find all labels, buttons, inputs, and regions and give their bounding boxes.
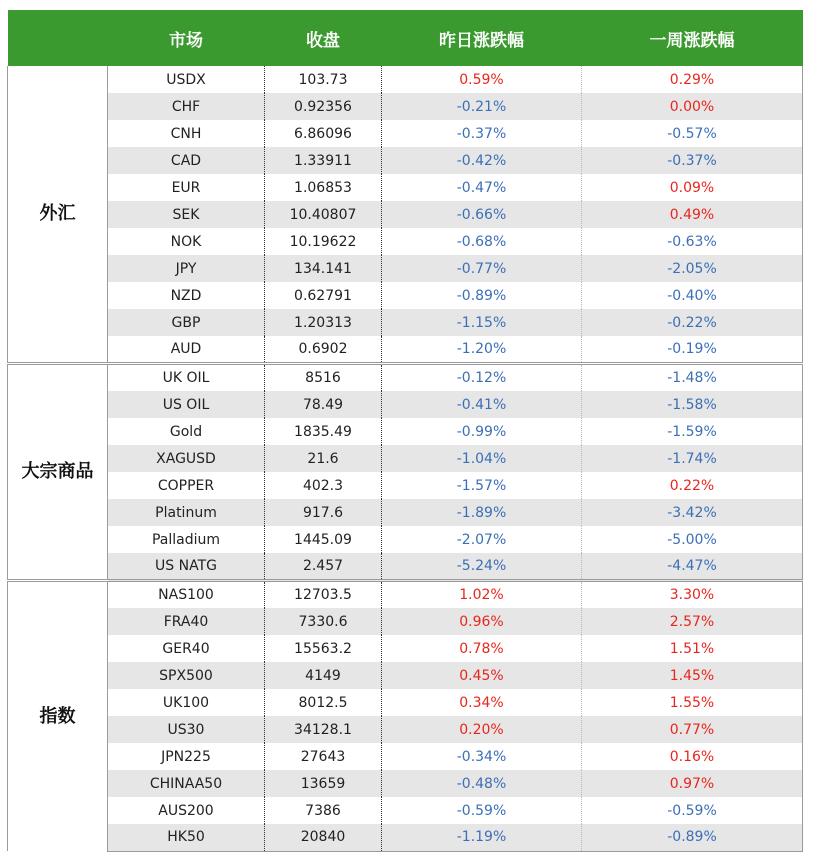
week-change-cell: -0.63% — [582, 228, 803, 255]
close-cell: 21.6 — [265, 445, 382, 472]
week-change-cell: -0.57% — [582, 120, 803, 147]
symbol-cell: COPPER — [108, 472, 265, 499]
table-row — [8, 824, 803, 851]
close-cell: 78.49 — [265, 391, 382, 418]
day-change-cell: -1.19% — [382, 824, 582, 851]
table-row — [8, 689, 803, 716]
symbol-cell: EUR — [108, 174, 265, 201]
day-change-cell: -0.12% — [382, 364, 582, 392]
week-change-cell: -1.58% — [582, 391, 803, 418]
table-row — [8, 445, 803, 472]
week-change-cell: 0.49% — [582, 201, 803, 228]
day-change-cell: -0.89% — [382, 282, 582, 309]
table-row — [8, 418, 803, 445]
close-cell: 1.33911 — [265, 147, 382, 174]
symbol-cell: Gold — [108, 418, 265, 445]
week-change-cell: -0.89% — [582, 824, 803, 851]
symbol-cell: NZD — [108, 282, 265, 309]
close-cell: 12703.5 — [265, 581, 382, 609]
header-close: 收盘 — [265, 10, 382, 66]
close-cell: 13659 — [265, 770, 382, 797]
close-cell: 1.20313 — [265, 309, 382, 336]
symbol-cell: CHF — [108, 93, 265, 120]
close-cell: 8012.5 — [265, 689, 382, 716]
section-label: 外汇 — [8, 66, 108, 364]
symbol-cell: CHINAA50 — [108, 770, 265, 797]
table-row — [8, 364, 803, 392]
week-change-cell: 0.09% — [582, 174, 803, 201]
week-change-cell: -0.59% — [582, 797, 803, 824]
day-change-cell: 0.96% — [382, 608, 582, 635]
week-change-cell: 1.45% — [582, 662, 803, 689]
week-change-cell: 0.29% — [582, 66, 803, 93]
week-change-cell: 1.55% — [582, 689, 803, 716]
day-change-cell: -0.21% — [382, 93, 582, 120]
table-row — [8, 93, 803, 120]
day-change-cell: -1.15% — [382, 309, 582, 336]
header-blank — [8, 10, 108, 66]
day-change-cell: -0.47% — [382, 174, 582, 201]
day-change-cell: -5.24% — [382, 553, 582, 581]
day-change-cell: 0.20% — [382, 716, 582, 743]
day-change-cell: -0.99% — [382, 418, 582, 445]
market-performance-table — [7, 10, 803, 852]
close-cell: 1835.49 — [265, 418, 382, 445]
week-change-cell: 0.22% — [582, 472, 803, 499]
symbol-cell: JPY — [108, 255, 265, 282]
table-row — [8, 608, 803, 635]
week-change-cell: -1.48% — [582, 364, 803, 392]
week-change-cell: -0.19% — [582, 336, 803, 364]
table-row — [8, 66, 803, 93]
close-cell: 103.73 — [265, 66, 382, 93]
close-cell: 34128.1 — [265, 716, 382, 743]
table-row — [8, 201, 803, 228]
close-cell: 7386 — [265, 797, 382, 824]
day-change-cell: -0.68% — [382, 228, 582, 255]
symbol-cell: GBP — [108, 309, 265, 336]
symbol-cell: AUD — [108, 336, 265, 364]
symbol-cell: US NATG — [108, 553, 265, 581]
table-row — [8, 635, 803, 662]
week-change-cell: -3.42% — [582, 499, 803, 526]
symbol-cell: UK100 — [108, 689, 265, 716]
table-row — [8, 797, 803, 824]
table-row — [8, 255, 803, 282]
week-change-cell: -5.00% — [582, 526, 803, 553]
header-week-change: 一周涨跌幅 — [582, 10, 803, 66]
day-change-cell: -0.48% — [382, 770, 582, 797]
week-change-cell: 0.00% — [582, 93, 803, 120]
close-cell: 1.06853 — [265, 174, 382, 201]
symbol-cell: Platinum — [108, 499, 265, 526]
day-change-cell: -0.34% — [382, 743, 582, 770]
week-change-cell: -0.37% — [582, 147, 803, 174]
table-row — [8, 553, 803, 581]
week-change-cell: -0.22% — [582, 309, 803, 336]
table-row — [8, 391, 803, 418]
table-header-row — [8, 10, 803, 66]
symbol-cell: SEK — [108, 201, 265, 228]
symbol-cell: US OIL — [108, 391, 265, 418]
close-cell: 4149 — [265, 662, 382, 689]
day-change-cell: -0.59% — [382, 797, 582, 824]
week-change-cell: 0.77% — [582, 716, 803, 743]
symbol-cell: FRA40 — [108, 608, 265, 635]
day-change-cell: -0.66% — [382, 201, 582, 228]
day-change-cell: -0.37% — [382, 120, 582, 147]
close-cell: 1445.09 — [265, 526, 382, 553]
close-cell: 0.92356 — [265, 93, 382, 120]
table-row — [8, 147, 803, 174]
close-cell: 27643 — [265, 743, 382, 770]
day-change-cell: -2.07% — [382, 526, 582, 553]
close-cell: 10.19622 — [265, 228, 382, 255]
table-row — [8, 581, 803, 609]
market-table-container — [7, 10, 802, 852]
close-cell: 402.3 — [265, 472, 382, 499]
table-row — [8, 309, 803, 336]
week-change-cell: -1.59% — [582, 418, 803, 445]
close-cell: 7330.6 — [265, 608, 382, 635]
close-cell: 15563.2 — [265, 635, 382, 662]
table-row — [8, 336, 803, 364]
day-change-cell: 0.34% — [382, 689, 582, 716]
close-cell: 0.62791 — [265, 282, 382, 309]
header-market: 市场 — [108, 10, 265, 66]
table-row — [8, 662, 803, 689]
week-change-cell: -4.47% — [582, 553, 803, 581]
day-change-cell: -1.89% — [382, 499, 582, 526]
table-row — [8, 716, 803, 743]
close-cell: 8516 — [265, 364, 382, 392]
day-change-cell: -0.77% — [382, 255, 582, 282]
table-row — [8, 282, 803, 309]
day-change-cell: -0.42% — [382, 147, 582, 174]
symbol-cell: AUS200 — [108, 797, 265, 824]
day-change-cell: -1.20% — [382, 336, 582, 364]
close-cell: 134.141 — [265, 255, 382, 282]
symbol-cell: NAS100 — [108, 581, 265, 609]
symbol-cell: GER40 — [108, 635, 265, 662]
day-change-cell: -0.41% — [382, 391, 582, 418]
close-cell: 0.6902 — [265, 336, 382, 364]
table-row — [8, 120, 803, 147]
table-body — [8, 66, 803, 851]
week-change-cell: 1.51% — [582, 635, 803, 662]
week-change-cell: -1.74% — [582, 445, 803, 472]
symbol-cell: CNH — [108, 120, 265, 147]
day-change-cell: 1.02% — [382, 581, 582, 609]
week-change-cell: 2.57% — [582, 608, 803, 635]
day-change-cell: -1.04% — [382, 445, 582, 472]
section-label: 大宗商品 — [8, 364, 108, 581]
day-change-cell: 0.78% — [382, 635, 582, 662]
symbol-cell: NOK — [108, 228, 265, 255]
week-change-cell: 3.30% — [582, 581, 803, 609]
week-change-cell: 0.97% — [582, 770, 803, 797]
day-change-cell: 0.45% — [382, 662, 582, 689]
table-row — [8, 228, 803, 255]
table-row — [8, 770, 803, 797]
close-cell: 6.86096 — [265, 120, 382, 147]
day-change-cell: -1.57% — [382, 472, 582, 499]
symbol-cell: SPX500 — [108, 662, 265, 689]
table-row — [8, 174, 803, 201]
week-change-cell: 0.16% — [582, 743, 803, 770]
symbol-cell: Palladium — [108, 526, 265, 553]
symbol-cell: USDX — [108, 66, 265, 93]
section-label: 指数 — [8, 581, 108, 852]
symbol-cell: HK50 — [108, 824, 265, 851]
close-cell: 917.6 — [265, 499, 382, 526]
symbol-cell: US30 — [108, 716, 265, 743]
close-cell: 20840 — [265, 824, 382, 851]
day-change-cell: 0.59% — [382, 66, 582, 93]
symbol-cell: JPN225 — [108, 743, 265, 770]
table-row — [8, 743, 803, 770]
table-row — [8, 499, 803, 526]
table-row — [8, 526, 803, 553]
week-change-cell: -0.40% — [582, 282, 803, 309]
symbol-cell: UK OIL — [108, 364, 265, 392]
table-row — [8, 472, 803, 499]
close-cell: 10.40807 — [265, 201, 382, 228]
close-cell: 2.457 — [265, 553, 382, 581]
symbol-cell: XAGUSD — [108, 445, 265, 472]
symbol-cell: CAD — [108, 147, 265, 174]
week-change-cell: -2.05% — [582, 255, 803, 282]
header-day-change: 昨日涨跌幅 — [382, 10, 582, 66]
